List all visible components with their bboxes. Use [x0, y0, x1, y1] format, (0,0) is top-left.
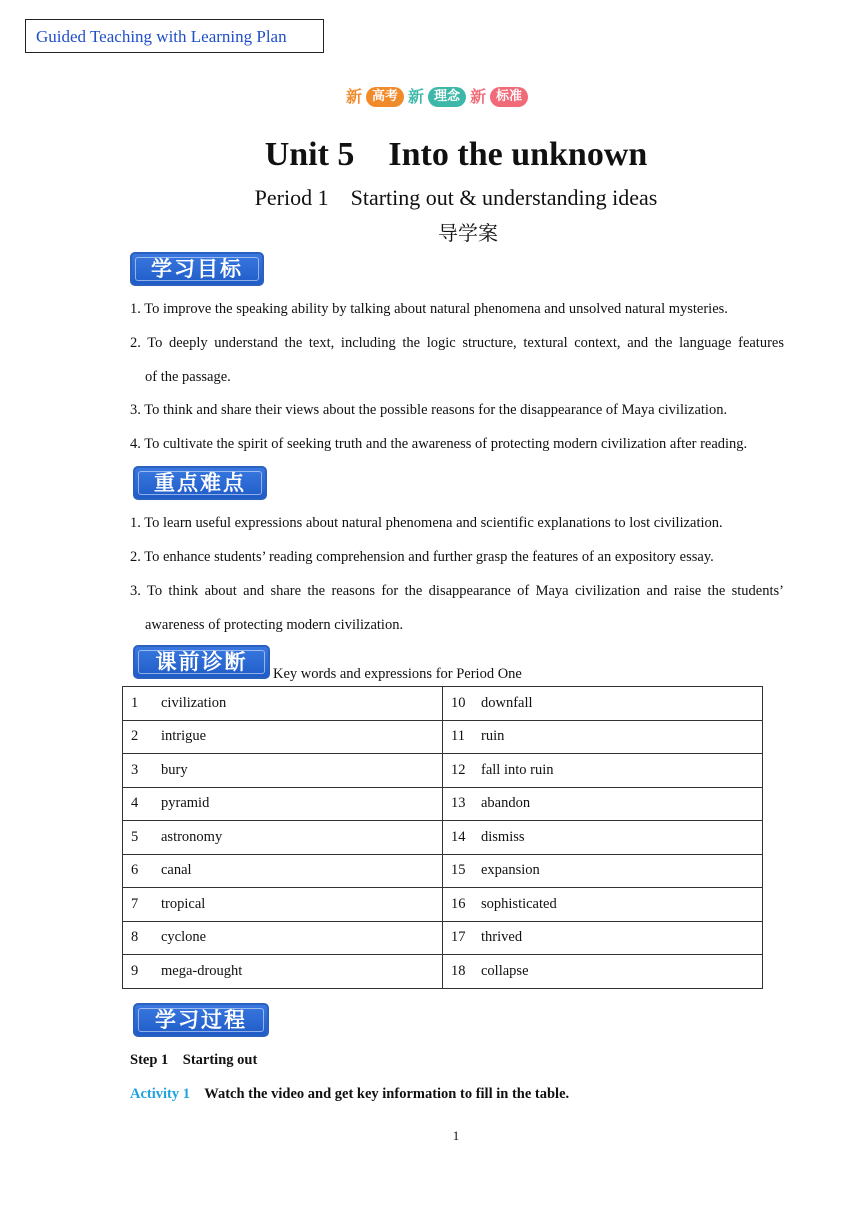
vocab-number: 8: [131, 929, 139, 946]
vocab-number: 6: [131, 862, 139, 879]
vocab-cell: [443, 687, 763, 721]
vocab-cell: [123, 921, 443, 955]
vocab-number: 4: [131, 795, 139, 812]
vocab-number: 15: [451, 862, 466, 879]
vocab-cell: [123, 955, 443, 989]
vocab-word: mega-drought: [161, 962, 243, 979]
vocab-word: dismiss: [481, 828, 525, 845]
objectives-badge: 学习目标: [130, 252, 264, 286]
vocab-word: sophisticated: [481, 895, 557, 912]
vocab-cell: [443, 720, 763, 754]
vocab-word: pyramid: [161, 795, 210, 812]
vocab-cell: [123, 854, 443, 888]
table-row: [123, 854, 763, 888]
vocab-cell: [443, 854, 763, 888]
page-title: Unit 5 Into the unknown: [264, 136, 648, 173]
table-row: [123, 687, 763, 721]
vocab-number: 10: [451, 694, 466, 711]
vocab-word: abandon: [481, 795, 531, 812]
vocab-word: canal: [161, 862, 192, 879]
vocab-table-caption: Key words and expressions for Period One: [273, 666, 522, 682]
vocab-number: 13: [451, 795, 466, 812]
vocab-cell: [443, 787, 763, 821]
vocab-number: 2: [131, 728, 139, 745]
table-row: [123, 821, 763, 855]
table-row: [123, 921, 763, 955]
vocab-table: [122, 686, 763, 989]
page-subtitle-cn: 导学案: [438, 221, 498, 245]
process-badge: 学习过程: [133, 1003, 269, 1037]
vocab-cell: [123, 888, 443, 922]
vocab-cell: [443, 754, 763, 788]
vocab-cell: [123, 821, 443, 855]
vocab-number: 3: [131, 761, 139, 778]
step-heading: Step 1 Starting out: [130, 1052, 258, 1068]
vocab-number: 5: [131, 828, 139, 845]
key-point-item: 1. To learn useful expressions about natural phenomena and scientific explanations to lost civilization.: [130, 515, 723, 531]
vocab-number: 18: [451, 962, 466, 979]
slogan-pill: 标准: [490, 87, 528, 107]
vocab-word: civilization: [161, 694, 227, 711]
objective-item: 1. To improve the speaking ability by talking about natural phenomena and unsolved natural mysteries.: [130, 301, 728, 317]
objective-item: 2. To deeply understand the text, including the logic structure, textural context, and the language features: [130, 335, 784, 351]
activity-heading: [130, 1084, 569, 1104]
objective-item: 3. To think and share their views about the possible reasons for the disappearance of Maya civilization.: [130, 402, 728, 418]
vocab-word: tropical: [161, 895, 206, 912]
vocab-number: 16: [451, 895, 466, 912]
vocab-word: downfall: [481, 694, 533, 711]
table-row: [123, 720, 763, 754]
slogan-banner: [346, 86, 528, 108]
key-point-item-continued: awareness of protecting modern civilization.: [145, 617, 404, 633]
vocab-word: bury: [161, 761, 188, 778]
key-points-badge: 重点难点: [133, 466, 267, 500]
vocab-cell: [443, 821, 763, 855]
vocab-word: astronomy: [161, 828, 223, 845]
vocab-cell: [443, 888, 763, 922]
vocab-word: expansion: [481, 862, 540, 879]
activity-label: Activity 1: [130, 1086, 190, 1102]
slogan-pill: 理念: [428, 87, 466, 107]
vocab-number: 1: [131, 694, 139, 711]
vocab-number: 17: [451, 929, 466, 946]
vocab-cell: [443, 921, 763, 955]
slogan-char: 新: [470, 87, 487, 106]
vocab-cell: [123, 787, 443, 821]
page-number: 1: [452, 1128, 460, 1143]
vocab-number: 9: [131, 962, 139, 979]
vocab-number: 14: [451, 828, 466, 845]
slogan-pill: 高考: [366, 87, 404, 107]
objective-item: 4. To cultivate the spirit of seeking truth and the awareness of protecting modern civilization after reading.: [130, 436, 748, 452]
vocab-cell: [123, 687, 443, 721]
table-row: [123, 888, 763, 922]
header-label-box: Guided Teaching with Learning Plan: [25, 19, 324, 53]
vocab-word: intrigue: [161, 728, 207, 745]
page-subtitle: Period 1 Starting out & understanding ideas: [254, 185, 658, 210]
key-point-item: 3. To think about and share the reasons for the disappearance of Maya civilization and raise the students’: [130, 583, 784, 599]
vocab-cell: [123, 720, 443, 754]
vocab-word: thrived: [481, 929, 523, 946]
diagnosis-badge: 课前诊断: [133, 645, 270, 679]
vocab-number: 11: [451, 728, 465, 745]
vocab-cell: [443, 955, 763, 989]
slogan-char: 新: [408, 87, 425, 106]
table-row: [123, 754, 763, 788]
vocab-cell: [123, 754, 443, 788]
vocab-word: collapse: [481, 962, 529, 979]
table-row: [123, 787, 763, 821]
objective-item-continued: of the passage.: [145, 369, 231, 385]
key-point-item: 2. To enhance students’ reading comprehension and further grasp the features of an expository essay.: [130, 549, 714, 565]
vocab-number: 12: [451, 761, 466, 778]
vocab-word: ruin: [481, 728, 505, 745]
table-row: [123, 955, 763, 989]
slogan-char: 新: [346, 87, 363, 106]
activity-instruction: Watch the video and get key information to fill in the table.: [190, 1086, 570, 1102]
vocab-word: cyclone: [161, 929, 207, 946]
vocab-number: 7: [131, 895, 139, 912]
vocab-word: fall into ruin: [481, 761, 554, 778]
